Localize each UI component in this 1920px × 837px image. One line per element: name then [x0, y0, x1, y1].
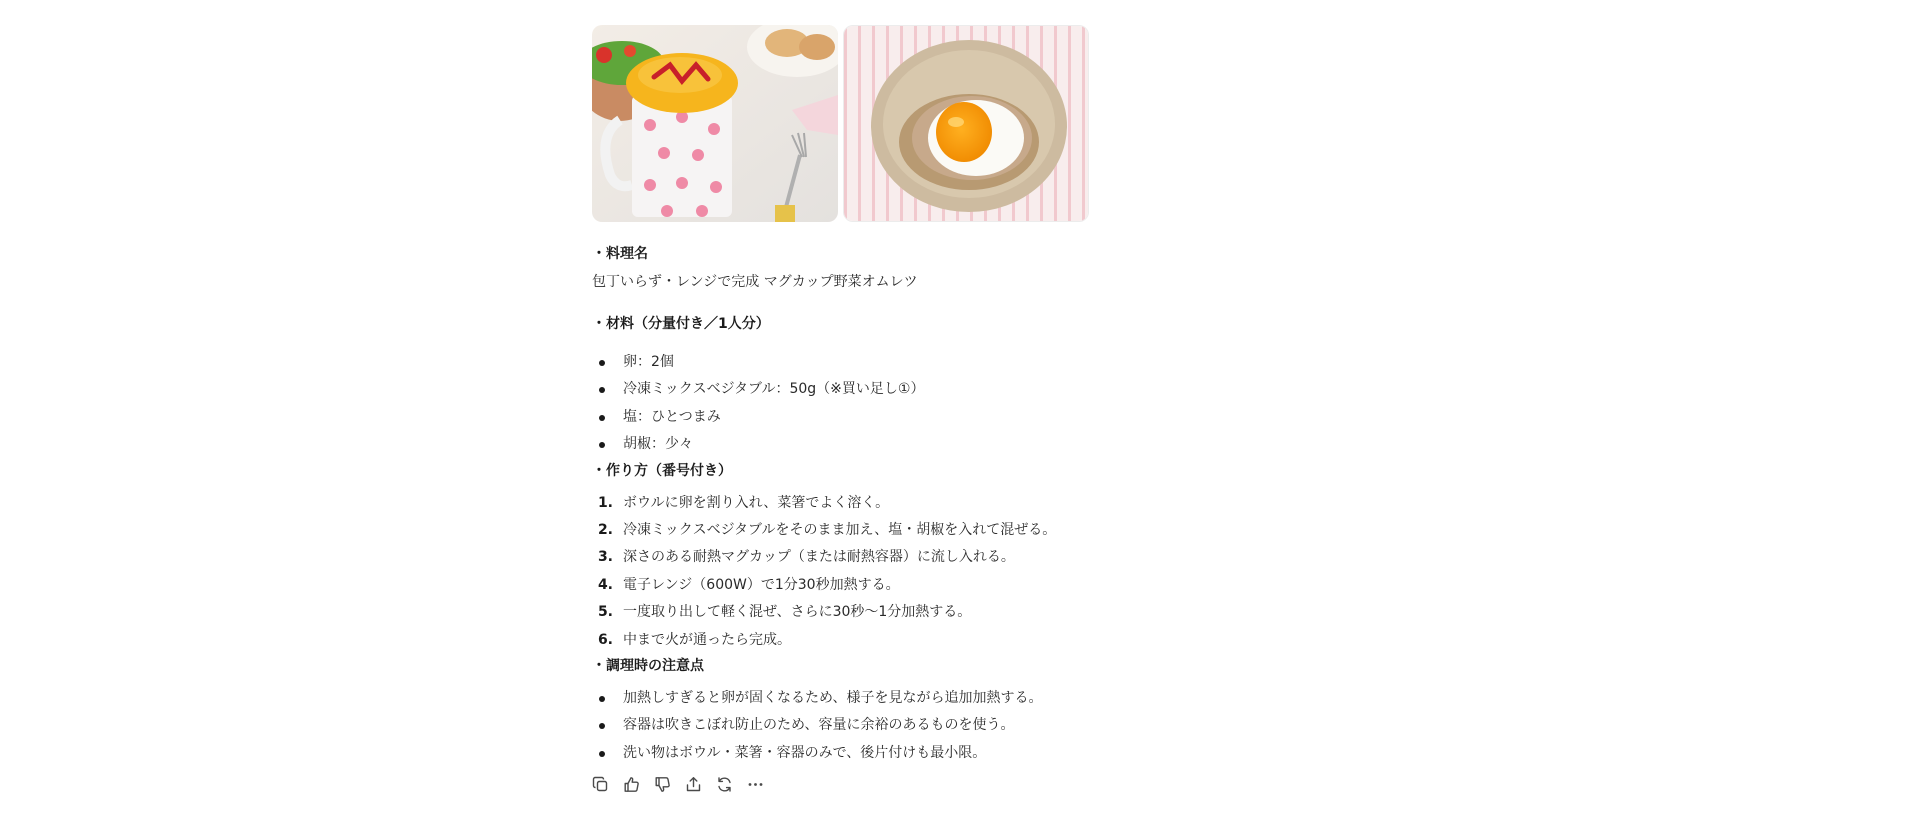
copy-icon: [592, 776, 609, 793]
list-item: [592, 434, 1152, 461]
bullet-icon: [599, 696, 605, 702]
bullet-icon: [599, 387, 605, 393]
step-text: ボウルに卵を割り入れ、菜箸でよく溶く。: [623, 494, 890, 511]
share-icon: [685, 776, 702, 793]
list-item-text: 卵：2個: [623, 354, 674, 370]
copy-button[interactable]: [592, 776, 609, 793]
list-item: [592, 688, 1152, 715]
step-text: 冷凍ミックスベジタブルをそのまま加え、塩・胡椒を入れて混ぜる。: [623, 521, 1057, 538]
step-text: 電子レンジ（600W）で1分30秒加熱する。: [623, 576, 900, 593]
share-button[interactable]: [685, 776, 702, 793]
list-item: [592, 379, 1152, 406]
list-item: [592, 715, 1152, 742]
step-item: [592, 630, 1152, 657]
list-item-text: 洗い物はボウル・菜箸・容器のみで、後片付けも最小限。: [623, 744, 987, 761]
list-item-text: 塩：ひとつまみ: [623, 408, 721, 425]
thumbs-up-icon: [623, 776, 640, 793]
notes-heading: ・調理時の注意点: [592, 657, 704, 674]
step-item: [592, 493, 1152, 520]
method-steps: [592, 493, 1152, 657]
list-item: [592, 407, 1152, 434]
list-item: [592, 743, 1152, 770]
response-content: [592, 25, 1152, 793]
image-soft-egg[interactable]: [843, 25, 1089, 222]
step-text: 一度取り出して軽く混ぜ、さらに30秒〜1分加熱する。: [623, 604, 972, 621]
step-number: 5.: [597, 604, 613, 621]
step-text: 中まで火が通ったら完成。: [623, 631, 791, 648]
ingredients-heading: ・材料（分量付き／1人分）: [592, 316, 770, 332]
bullet-icon: [599, 723, 605, 729]
regenerate-button[interactable]: [716, 776, 733, 793]
ingredients-list: [592, 352, 1152, 462]
step-number: 3.: [597, 549, 613, 566]
bullet-icon: [599, 751, 605, 757]
step-number: 4.: [597, 576, 613, 593]
dish-name: 包丁いらず・レンジで完成 マグカップ野菜オムレツ: [592, 274, 918, 290]
step-number: 2.: [597, 521, 613, 538]
list-item-text: 容器は吹きこぼれ防止のため、容量に余裕のあるものを使う。: [623, 717, 1015, 734]
bullet-icon: [599, 442, 605, 448]
image-mug-omelet[interactable]: [592, 25, 838, 222]
step-item: [592, 575, 1152, 602]
dish-name-heading: ・料理名: [592, 246, 648, 262]
method-heading: ・作り方（番号付き）: [592, 462, 732, 479]
bullet-icon: [599, 360, 605, 366]
step-number: 6.: [597, 631, 613, 648]
thumbs-down-button[interactable]: [654, 776, 671, 793]
image-gallery: [592, 25, 1152, 222]
thumbs-up-button[interactable]: [623, 776, 640, 793]
thumbs-down-icon: [654, 776, 671, 793]
more-icon: [747, 776, 764, 793]
list-item: [592, 352, 1152, 379]
regenerate-icon: [716, 776, 733, 793]
notes-list: [592, 688, 1152, 770]
bullet-icon: [599, 415, 605, 421]
list-item-text: 胡椒：少々: [623, 436, 693, 453]
step-number: 1.: [597, 494, 613, 511]
step-item: [592, 520, 1152, 547]
more-options-button[interactable]: [747, 776, 764, 793]
list-item-text: 加熱しすぎると卵が固くなるため、様子を見ながら追加加熱する。: [623, 689, 1043, 706]
list-item-text: 冷凍ミックスベジタブル：50g（※買い足し①）: [623, 381, 925, 398]
message-actions: [592, 776, 1152, 793]
step-text: 深さのある耐熱マグカップ（または耐熱容器）に流し入れる。: [623, 549, 1015, 566]
step-item: [592, 547, 1152, 574]
step-item: [592, 602, 1152, 629]
